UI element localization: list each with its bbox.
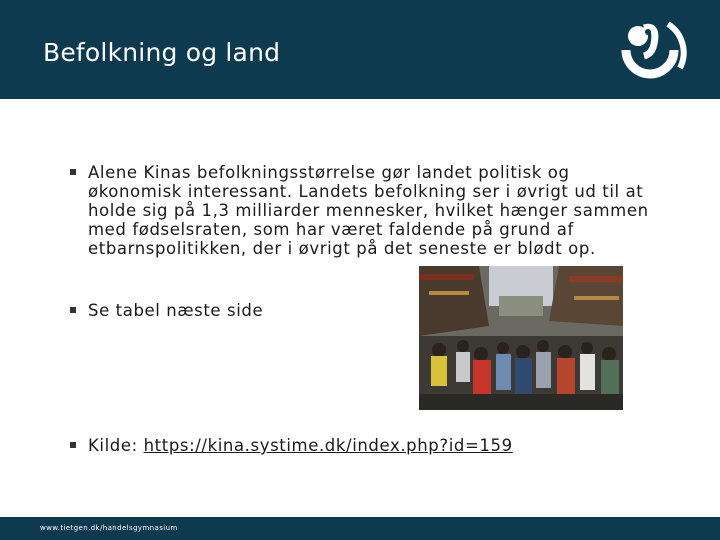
bullet-text: Se tabel næste side bbox=[88, 301, 264, 320]
bullet-text: Alene Kinas befolkningsstørrelse gør landet politisk og økonomisk interessant. Landets befolkning ser i øvrigt ud til at holde sig på 1,3 milliarder mennesker, hvilket hænger sammen med fødselsraten, som har været faldende på grund af etbarnspolitikken, der i øvrigt på det seneste er blødt op. bbox=[88, 163, 649, 258]
square-bullet-icon bbox=[70, 169, 76, 175]
crowd-photo bbox=[419, 266, 623, 410]
footer-url: www.tietgen.dk/handelsgymnasium bbox=[40, 524, 178, 532]
square-bullet-icon bbox=[70, 307, 76, 313]
bullet-item bbox=[70, 301, 370, 320]
tietgen-logo-icon bbox=[608, 6, 692, 90]
square-bullet-icon bbox=[70, 442, 76, 448]
bullet-item bbox=[70, 163, 650, 258]
bullet-item bbox=[70, 436, 630, 455]
slide-title: Befolkning og land bbox=[43, 38, 281, 67]
source-link[interactable]: https://kina.systime.dk/index.php?id=159 bbox=[143, 436, 513, 455]
header-bar bbox=[0, 0, 720, 99]
source-label: Kilde: bbox=[88, 436, 144, 455]
footer-bar bbox=[0, 517, 720, 540]
